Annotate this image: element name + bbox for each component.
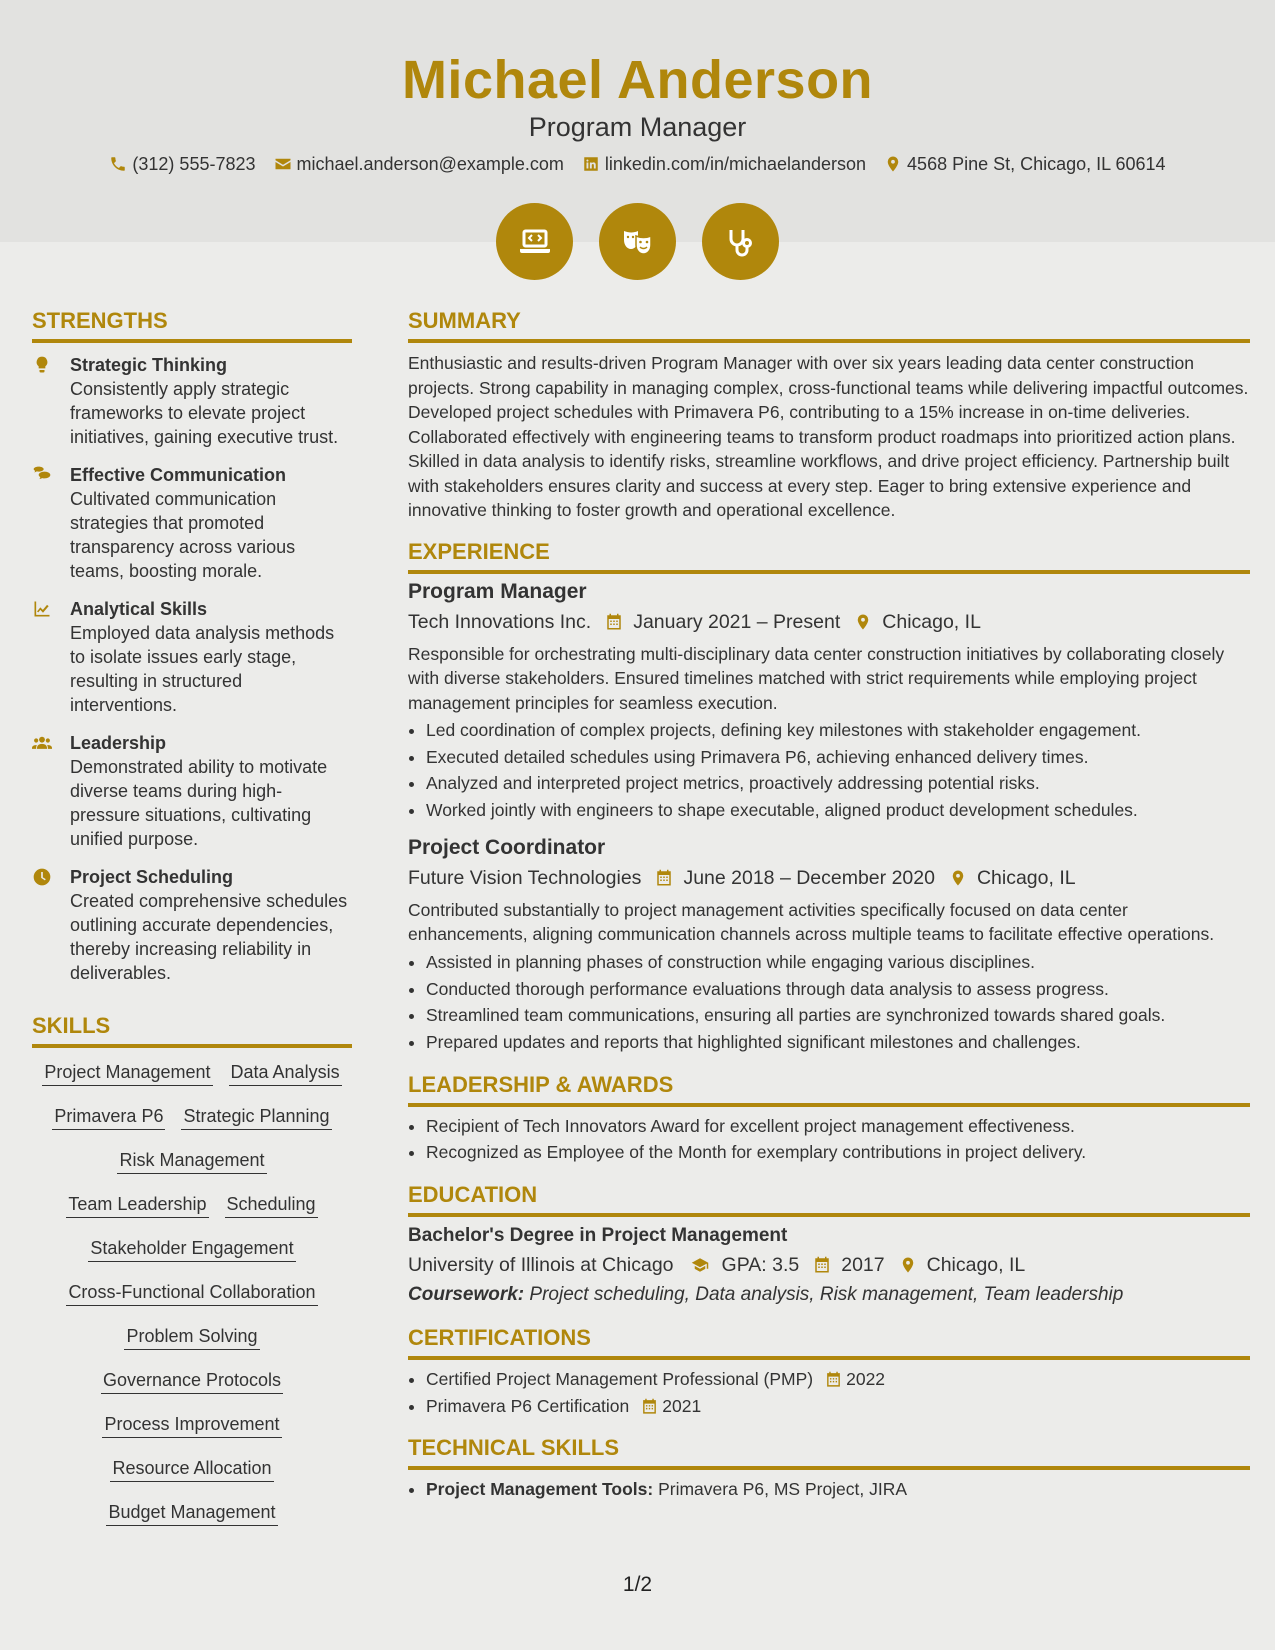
job-company: Tech Innovations Inc. — [408, 610, 592, 633]
calendar-icon — [641, 1398, 658, 1415]
comments-icon — [32, 465, 52, 485]
certifications-list — [408, 1366, 1250, 1419]
job-bullet: • Led coordination of complex projects, defining key milestones with stakeholder engagement. — [426, 717, 1250, 744]
strength-title: Effective Communication — [70, 465, 287, 485]
certification-name: • Primavera P6 Certification — [426, 1395, 630, 1416]
coursework-text: Project scheduling, Data analysis, Risk management, Team leadership — [529, 1284, 1124, 1306]
phone-icon — [109, 155, 127, 173]
skill-tag: Data Analysis — [229, 1060, 342, 1086]
skill-tag: Primavera P6 — [52, 1104, 165, 1130]
awards-list — [408, 1113, 1250, 1166]
strength-title: Project Scheduling — [70, 867, 234, 887]
interest-circle — [702, 203, 779, 280]
job-description: Contributed substantially to project management activities specifically focused on data center enhancements, aligning communication channels across multiple teams to facilitate effective operations. — [408, 899, 1215, 945]
skill-tag: Strategic Planning — [181, 1104, 331, 1130]
strength-item — [32, 731, 352, 851]
job-dates: January 2021 – Present — [633, 610, 841, 633]
strength-desc: Cultivated communication strategies that promoted transparency across various teams, boosting morale. — [70, 489, 296, 581]
candidate-name: Michael Anderson — [401, 50, 874, 110]
right-column — [408, 306, 1250, 1503]
summary-heading: SUMMARY — [408, 306, 1250, 343]
job-bullet: • Assisted in planning phases of construction while engaging various disciplines. — [426, 949, 1250, 976]
strength-title: Analytical Skills — [70, 599, 208, 619]
job-location: Chicago, IL — [976, 866, 1076, 889]
education-location: Chicago, IL — [926, 1254, 1026, 1277]
awards-heading: LEADERSHIP & AWARDS — [408, 1070, 1250, 1107]
strength-desc: Consistently apply strategic frameworks to elevate project initiatives, gaining executive trust. — [70, 379, 339, 447]
strength-desc: Created comprehensive schedules outlining accurate dependencies, thereby increasing reliability in deliverables. — [70, 891, 348, 983]
summary-text: Enthusiastic and results-driven Program Manager with over six years leading data center construction projects. Strong capability in managing complex, cross-functional teams while delivering impactful outcomes. Developed project schedules with Primavera P6, contributing to a 15% increase in on-time deliveries. Collaborated effectively with engineering teams to transform product roadmaps into prioritized action plans. Skilled in data analysis to identify risks, streamline workflows, and drive project efficiency. Partnership built with stakeholders ensures clarity and success at every step. Eager to bring extensive experience and innovative thinking to foster growth and operational excellence. — [408, 353, 1249, 520]
interest-icons — [0, 203, 1275, 280]
job-bullet: • Executed detailed schedules using Primavera P6, achieving enhanced delivery times. — [426, 744, 1250, 771]
education-coursework — [408, 1281, 1250, 1309]
job-bullet: • Analyzed and interpreted project metrics, proactively addressing potential risks. — [426, 770, 1250, 797]
education-school: University of Illinois at Chicago — [408, 1254, 674, 1277]
calendar-icon — [605, 613, 623, 631]
linkedin-text: linkedin.com/in/michaelanderson — [604, 154, 867, 174]
job-bullet: • Prepared updates and reports that highlighted significant milestones and challenges. — [426, 1029, 1250, 1056]
experience-heading: EXPERIENCE — [408, 537, 1250, 574]
job-meta — [408, 864, 1250, 892]
interest-circle — [496, 203, 573, 280]
chart-line-icon — [32, 599, 52, 619]
technical-skill-item — [426, 1476, 1250, 1503]
theater-masks-icon — [618, 222, 658, 262]
skill-tag: Resource Allocation — [110, 1456, 273, 1482]
map-marker-icon — [899, 1256, 917, 1274]
laptop-code-icon — [515, 222, 555, 262]
strength-item — [32, 353, 352, 449]
strength-item — [32, 463, 352, 583]
skill-tag: Governance Protocols — [101, 1368, 283, 1394]
map-marker-icon — [949, 869, 967, 887]
phone-text: (312) 555-7823 — [132, 154, 256, 174]
contact-email[interactable] — [274, 152, 564, 176]
strength-item — [32, 865, 352, 985]
job-entry — [408, 834, 1250, 1056]
job-entry — [408, 578, 1250, 824]
strength-title: Strategic Thinking — [70, 355, 228, 375]
address-text: 4568 Pine St, Chicago, IL 60614 — [907, 154, 1166, 174]
job-meta — [408, 608, 1250, 636]
map-marker-icon — [884, 155, 902, 173]
technical-skill-label: Project Management Tools: — [426, 1479, 654, 1500]
skill-tag: Budget Management — [106, 1500, 277, 1526]
linkedin-icon — [582, 155, 600, 173]
calendar-icon — [655, 869, 673, 887]
clock-icon — [32, 867, 52, 887]
skill-tag: Risk Management — [117, 1148, 266, 1174]
left-column — [32, 306, 352, 1544]
skill-tag: Stakeholder Engagement — [88, 1236, 295, 1262]
award-item: • Recognized as Employee of the Month for exemplary contributions in project delivery. — [426, 1139, 1250, 1166]
certification-name: • Certified Project Management Professional (PMP) — [426, 1369, 814, 1390]
strength-title: Leadership — [70, 733, 167, 753]
job-bullet: • Conducted thorough performance evaluations through data analysis to assess progress. — [426, 976, 1250, 1003]
coursework-label: Coursework: — [408, 1284, 525, 1306]
education-degree: Bachelor's Degree in Project Management — [408, 1225, 788, 1247]
skill-tag: Process Improvement — [102, 1412, 281, 1438]
job-company: Future Vision Technologies — [408, 866, 642, 889]
certifications-heading: CERTIFICATIONS — [408, 1323, 1250, 1360]
users-icon — [32, 733, 52, 753]
certification-year: 2022 — [846, 1369, 886, 1390]
skill-tag: Project Management — [42, 1060, 212, 1086]
strengths-heading: STRENGTHS — [32, 306, 352, 343]
skill-tag: Scheduling — [225, 1192, 318, 1218]
skills-list — [32, 1060, 352, 1526]
certification-item — [426, 1393, 1250, 1420]
strength-desc: Employed data analysis methods to isolate issues early stage, resulting in structured interventions. — [70, 623, 335, 715]
skill-tag: Team Leadership — [66, 1192, 208, 1218]
contact-phone[interactable] — [109, 152, 255, 176]
calendar-icon — [825, 1371, 842, 1388]
technical-skill-value: Primavera P6, MS Project, JIRA — [658, 1479, 908, 1500]
education-gpa: GPA: 3.5 — [721, 1254, 800, 1277]
job-bullets — [408, 717, 1250, 824]
interest-circle — [599, 203, 676, 280]
contact-bar — [0, 152, 1275, 176]
skill-tag: Problem Solving — [124, 1324, 259, 1350]
job-location: Chicago, IL — [882, 610, 981, 633]
job-bullets — [408, 949, 1250, 1056]
calendar-icon — [813, 1256, 831, 1274]
map-marker-icon — [854, 613, 872, 631]
job-title: Program Manager — [408, 579, 587, 603]
contact-address — [884, 152, 1166, 176]
certification-item — [426, 1366, 1250, 1393]
candidate-title: Program Manager — [528, 112, 747, 142]
job-title: Project Coordinator — [408, 835, 606, 859]
strength-item — [32, 597, 352, 717]
lightbulb-icon — [32, 355, 52, 375]
technical-skills-list — [408, 1476, 1250, 1503]
strength-desc: Demonstrated ability to motivate diverse teams during high-pressure situations, cultivating unified purpose. — [70, 757, 328, 849]
technical-skills-heading: TECHNICAL SKILLS — [408, 1433, 1250, 1470]
skill-tag: Cross-Functional Collaboration — [66, 1280, 317, 1306]
stethoscope-icon — [721, 222, 761, 262]
skills-heading: SKILLS — [32, 1011, 352, 1048]
education-year: 2017 — [841, 1254, 885, 1277]
contact-linkedin[interactable] — [582, 152, 866, 176]
email-text: michael.anderson@example.com — [296, 154, 564, 174]
job-dates: June 2018 – December 2020 — [683, 866, 935, 889]
education-meta — [408, 1251, 1250, 1279]
job-description: Responsible for orchestrating multi-disciplinary data center construction initiatives by collaborating closely with diverse stakeholders. Ensured timelines matched with strict requirements while employing project management principles for seamless execution. — [408, 643, 1225, 713]
envelope-icon — [274, 155, 292, 173]
award-item: • Recipient of Tech Innovators Award for excellent project management effectiveness. — [426, 1113, 1250, 1140]
job-bullet: • Worked jointly with engineers to shape executable, aligned product development schedules. — [426, 797, 1250, 824]
page-number: 1/2 — [622, 1573, 653, 1596]
certification-year: 2021 — [662, 1395, 702, 1416]
job-bullet: • Streamlined team communications, ensuring all parties are synchronized towards shared goals. — [426, 1002, 1250, 1029]
graduation-cap-icon — [688, 1256, 712, 1274]
education-heading: EDUCATION — [408, 1180, 1250, 1217]
